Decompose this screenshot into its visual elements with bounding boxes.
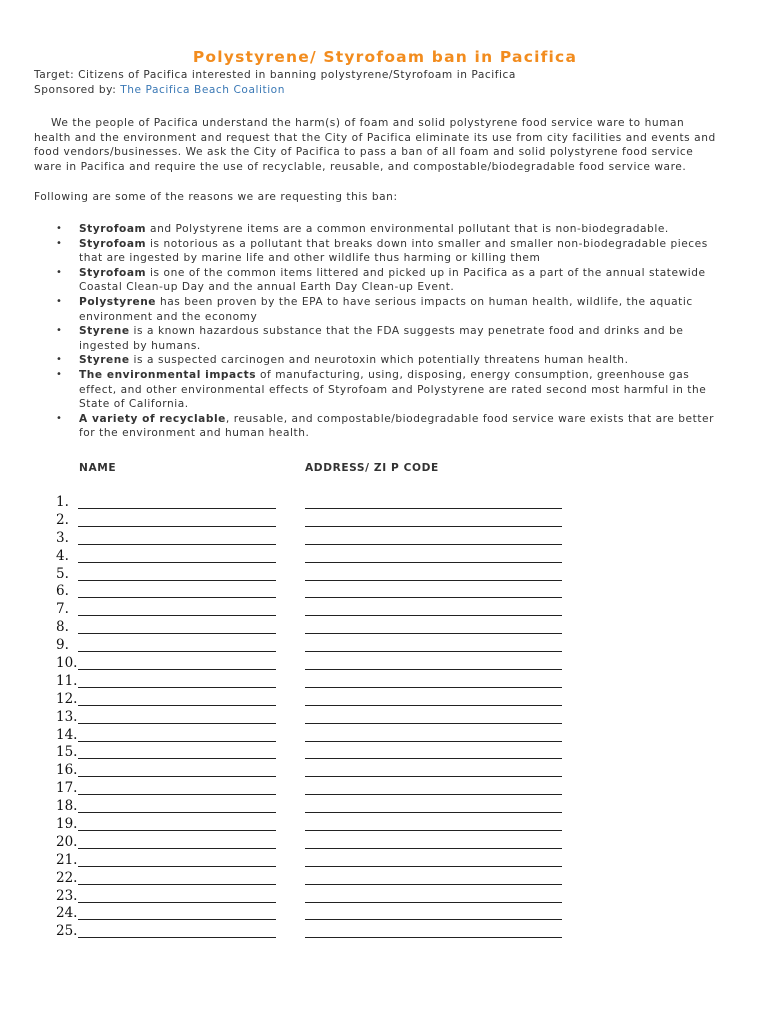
name-line[interactable] [78, 937, 276, 938]
name-line[interactable] [78, 544, 276, 545]
signature-row [0, 886, 770, 904]
address-line[interactable] [305, 723, 562, 724]
reason-text: is a suspected carcinogen and neurotoxin which potentially threatens human health. [129, 354, 629, 367]
sponsor-line [34, 84, 285, 96]
reason-item [56, 368, 724, 412]
row-number: 9. [56, 637, 69, 654]
target-line: Target: Citizens of Pacifica interested in banning polystyrene/Styrofoam in Pacifica [34, 69, 516, 81]
page-title: Polystyrene/ Styrofoam ban in Pacifica [192, 48, 578, 66]
signature-row [0, 635, 770, 653]
name-line[interactable] [78, 705, 276, 706]
name-line[interactable] [78, 651, 276, 652]
address-line[interactable] [305, 651, 562, 652]
row-number: 6. [56, 583, 69, 600]
signature-row [0, 617, 770, 635]
intro-paragraph [34, 116, 724, 174]
address-line[interactable] [305, 526, 562, 527]
address-line[interactable] [305, 687, 562, 688]
signature-row [0, 725, 770, 743]
signature-row [0, 868, 770, 886]
address-line[interactable] [305, 562, 562, 563]
address-line[interactable] [305, 848, 562, 849]
signature-row [0, 760, 770, 778]
reason-item [56, 222, 724, 237]
reason-text: and Polystyrene items are a common environmental pollutant that is non-biodegradable. [146, 223, 669, 235]
address-column-header: ADDRESS/ ZI P CODE [305, 462, 439, 474]
bullet-icon: • [56, 368, 63, 380]
reason-item [56, 266, 724, 295]
row-number: 2. [56, 511, 69, 528]
name-line[interactable] [78, 723, 276, 724]
row-number: 4. [56, 547, 69, 564]
reasons-list [56, 222, 724, 441]
address-line[interactable] [305, 812, 562, 813]
name-line[interactable] [78, 848, 276, 849]
address-line[interactable] [305, 669, 562, 670]
reason-keyword: Styrofoam [79, 266, 147, 279]
reason-keyword: Styrofoam [79, 237, 147, 250]
reason-keyword: The environmental impacts [79, 368, 257, 381]
address-line[interactable] [305, 884, 562, 885]
signature-row [0, 778, 770, 796]
row-number: 12. [56, 690, 78, 707]
row-number: 25. [56, 923, 78, 940]
row-number: 13. [56, 708, 78, 725]
name-line[interactable] [78, 633, 276, 634]
row-number: 1. [56, 494, 69, 510]
address-line[interactable] [305, 902, 562, 903]
name-line[interactable] [78, 562, 276, 563]
signature-row [0, 689, 770, 707]
signature-row [0, 564, 770, 582]
reasons-intro: Following are some of the reasons we are requesting this ban: [34, 191, 398, 203]
address-line[interactable] [305, 919, 562, 920]
signature-row [0, 814, 770, 832]
row-number: 23. [56, 887, 78, 904]
signature-row [0, 599, 770, 617]
address-line[interactable] [305, 937, 562, 938]
address-line[interactable] [305, 776, 562, 777]
bullet-icon: • [56, 412, 63, 424]
row-number: 20. [56, 833, 78, 850]
name-line[interactable] [78, 866, 276, 867]
reason-item [56, 295, 724, 324]
signature-row [0, 796, 770, 814]
bullet-icon: • [56, 295, 63, 307]
signature-row [0, 546, 770, 564]
signature-row [0, 850, 770, 868]
name-line[interactable] [78, 902, 276, 903]
address-line[interactable] [305, 544, 562, 545]
reason-item [56, 412, 724, 441]
row-number: 14. [56, 726, 78, 743]
address-line[interactable] [305, 580, 562, 581]
name-line[interactable] [78, 830, 276, 831]
name-line[interactable] [78, 812, 276, 813]
sponsor-link[interactable]: The Pacifica Beach Coalition [120, 84, 285, 96]
reason-item [56, 237, 724, 266]
name-line[interactable] [78, 758, 276, 759]
address-line[interactable] [305, 866, 562, 867]
name-line[interactable] [78, 687, 276, 688]
row-number: 16. [56, 762, 78, 779]
reason-text: is a known hazardous substance that the FDA suggests may penetrate food and drinks and be ingested by humans. [79, 325, 684, 352]
bullet-icon: • [56, 325, 63, 337]
name-line[interactable] [78, 776, 276, 777]
name-line[interactable] [78, 597, 276, 598]
address-line[interactable] [305, 615, 562, 616]
row-number: 21. [56, 851, 78, 868]
name-line[interactable] [78, 580, 276, 581]
signature-row [0, 742, 770, 760]
bullet-icon: • [56, 266, 63, 278]
reason-keyword: A variety of recyclable [79, 412, 226, 425]
row-number: 24. [56, 905, 78, 922]
row-number: 18. [56, 798, 78, 815]
row-number: 19. [56, 816, 78, 833]
address-line[interactable] [305, 705, 562, 706]
reason-text: has been proven by the EPA to have serious impacts on human health, wildlife, the aquatic environment and the economy [79, 295, 693, 323]
name-line[interactable] [78, 508, 276, 509]
row-number: 8. [56, 619, 69, 636]
sponsor-label: Sponsored by: [34, 84, 121, 96]
row-number: 10. [56, 655, 78, 672]
bullet-icon: • [56, 223, 63, 234]
name-line[interactable] [78, 794, 276, 795]
address-line[interactable] [305, 741, 562, 742]
signature-row [0, 653, 770, 671]
signature-row [0, 707, 770, 725]
row-number: 7. [56, 601, 69, 618]
name-line[interactable] [78, 615, 276, 616]
reason-text: is one of the common items littered and picked up in Pacifica as a part of the annual statewide Coastal Clean-up Day and the annual Earth Day Clean-up Event. [79, 266, 706, 294]
reason-item [56, 324, 724, 353]
bullet-icon: • [56, 354, 63, 366]
name-column-header: NAME [79, 462, 117, 474]
signature-row [0, 832, 770, 850]
name-line[interactable] [78, 884, 276, 885]
name-line[interactable] [78, 669, 276, 670]
address-line[interactable] [305, 597, 562, 598]
signature-row [0, 581, 770, 599]
row-number: 3. [56, 529, 69, 546]
name-line[interactable] [78, 741, 276, 742]
reason-keyword: Styrene [79, 325, 130, 338]
address-line[interactable] [305, 794, 562, 795]
row-number: 5. [56, 565, 69, 582]
signature-row [0, 492, 770, 510]
address-line[interactable] [305, 633, 562, 634]
reason-text: of manufacturing, using, disposing, energy consumption, greenhouse gas effect, and other environmental effects of Styrofoam and Polystyrene are rated second most harmful in the State of California. [79, 368, 707, 411]
signature-row [0, 903, 770, 921]
intro-text: We the people of Pacifica understand the harm(s) of foam and solid polystyrene food service ware to human health and the environment and request that the City of Pacifica eliminate its use from city facilities and events and food vendors/businesses. We ask the City of Pacifica to pass a ban of all foam and solid polystyrene food service ware in Pacifica and require the use of recyclable, reusable, and compostable/biodegradable food service ware. [34, 117, 716, 173]
signature-row [0, 671, 770, 689]
row-number: 22. [56, 869, 78, 886]
reason-text: is notorious as a pollutant that breaks down into smaller and smaller non-biodegradable pieces that are ingested by marine life and other wildlife thus harming or killing them [79, 237, 708, 265]
signature-row [0, 528, 770, 546]
address-line[interactable] [305, 508, 562, 509]
signature-row [0, 510, 770, 528]
signature-rows [0, 492, 770, 939]
reason-item [56, 353, 724, 368]
row-number: 15. [56, 744, 78, 761]
address-line[interactable] [305, 830, 562, 831]
row-number: 11. [56, 672, 78, 689]
name-line[interactable] [78, 919, 276, 920]
address-line[interactable] [305, 758, 562, 759]
name-line[interactable] [78, 526, 276, 527]
row-number: 17. [56, 780, 78, 797]
reason-text: , reusable, and compostable/biodegradable food service ware exists that are better for the environment and human health. [79, 412, 714, 440]
reason-keyword: Styrene [79, 354, 130, 367]
reason-keyword: Polystyrene [79, 295, 157, 308]
signature-row [0, 921, 770, 939]
bullet-icon: • [56, 237, 63, 249]
reason-keyword: Styrofoam [79, 223, 147, 235]
